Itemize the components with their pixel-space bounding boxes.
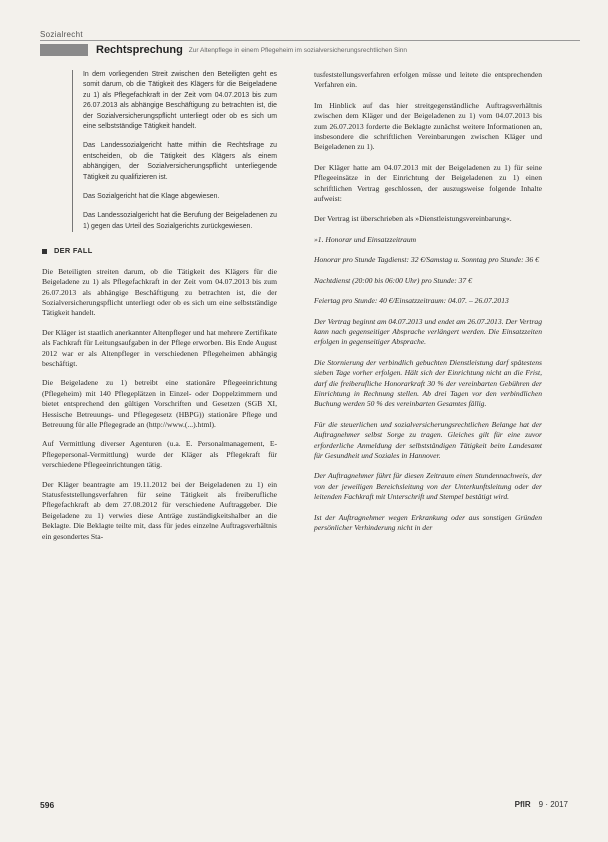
body-paragraph: Auf Vermittlung diverser Agenturen (u.a. E. Personalmanagement, E-Pflegepersonal-Vermittlung) wurde der Kläger als Pflegekraft für verschiedene Pflegeeinrichtungen tätig. [42,439,277,470]
running-header [40,43,580,57]
section-heading [42,246,277,256]
summary-paragraph: In dem vorliegenden Streit zwischen den Beteiligten geht es somit darum, ob die Tätigkeit des Klägers für die Beigeladene zu 1) als Pflegefachkraft in der Zeit vom 04.07.2013 bis zum 26.07.2013 als abhängige Beschäftigung zu betrachten ist, die der Sozialversicherungspflicht unterliegt oder ob es sich um eine selbstständige Tätigkeit handelt. [83,71,277,131]
body-paragraph: Der Kläger hatte am 04.07.2013 mit der Beigeladenen zu 1) für seine Pflegeeinsätze in der Einrichtung der Beigeladenen zu 1) einen schriftlichen Vertrag geschlossen, der auszugsweise folgende Inhalte aufweist: [314,162,542,204]
contract-quote: Honorar pro Stunde Tagdienst: 32 €/Samstag u. Sonntag pro Stunde: 36 € [314,255,539,265]
body-paragraph: Der Kläger ist staatlich anerkannter Altenpfleger und hat mehrere Zertifikate als Fachkraft für Leitungsaufgaben in der Pflege erworben. Bis Ende August 2012 war er als Altenpfleger in verschiedenen Pflegeheimen abhängig beschäftigt. [42,327,277,368]
left-column [42,70,277,551]
page-number: 596 [40,800,55,810]
contract-quote: Der Auftragnehmer führt für diesen Zeitraum einen Stundennachweis, der von der jeweiligen Bereichsleitung von der Unterkunftsleitung oder der leitenden Fachkraft mit Unterschrift und Stempel bestätigt wird. [314,471,542,502]
contract-quote: Nachtdienst (20:00 bis 06:00 Uhr) pro Stunde: 37 € [314,275,472,285]
body-paragraph: tusfeststellungsverfahren erfolgen müsse und leitete die entsprechenden Verfahren ein. [314,70,542,90]
contract-quote: Der Vertrag beginnt am 04.07.2013 und endet am 26.07.2013. Der Vertrag kann nach gegenseitiger Absprache verlängert werden. Die Einsatzzeiten erfolgen in gegenseitiger Absprache. [314,316,542,347]
header-rule [40,40,580,41]
summary-paragraph: Das Landessozialgericht hat die Berufung der Beigeladenen zu 1) gegen das Urteil des Sozialgerichts zurückgewiesen. [83,212,277,230]
header-color-block [40,44,88,56]
section-heading-text: DER FALL [54,246,93,256]
contract-quote: Ist der Auftragnehmer wegen Erkrankung oder aus sonstigen Gründen persönlicher Verhinderung nicht in der [314,512,542,532]
contract-quote: Die Stornierung der verbindlich gebuchten Dienstleistung darf spätestens sieben Tage vorher erfolgen. Hält sich der Einrichtung nicht an die Frist, darf die freiberufliche Honorarkraft 30 % der vereinbarten Gebühren der Einrichtung in Rechnung stellen. Ab drei Tagen vor den verbindlichen Buchung werden 50 % des vereinbarten Gesamtes fällig. [314,357,542,409]
right-column [314,70,542,543]
contract-quote: Für die steuerlichen und sozialversicherungsrechtlichen Belange hat der Auftragnehmer selbst Sorge zu tragen. Gleiches gilt für eine zuvor erforderliche Anmeldung der selbstständigen Tätigkeit beim Landesamt für Gesundheit und Soziales in Hannover. [314,419,542,460]
body-paragraph: Im Hinblick auf das hier streitgegenständliche Auftragsverhältnis zwischen dem Kläger und der Beigeladenen zu 1) vom 04.07.2013 bis zum 26.07.2013 forderte die Beklagte zunächst weitere Informationen an, insbesondere die schriftlichen Vereinbarungen zwischen Kläger und Beigeladenen zu 1). [314,100,542,152]
body-paragraph: Die Beteiligten streiten darum, ob die Tätigkeit des Klägers für die Beigeladene zu 1) als Pflegefachkraft in der Zeit vom 04.07.2013 bis zum 26.07.2013 als abhängige Beschäftigung zu betrachten ist, die der Sozialversicherungspflicht unterliegt oder ob es sich um eine selbstständige Tätigkeit handelt. [42,266,277,318]
summary-paragraph: Das Landessozialgericht hatte mithin die Rechtsfrage zu entscheiden, ob die Tätigkeit des Klägers als einem abhängigen, der Sozialversicherungspflicht unterliegende Tätigkeit zu qualifizieren ist. [83,142,277,181]
contract-quote: Feiertag pro Stunde: 40 €/Einsatzzeitraum: 04.07. – 26.07.2013 [314,296,509,306]
body-paragraph: Die Beigeladene zu 1) betreibt eine stationäre Pflegeeinrichtung (Pflegeheim) mit 140 Pflegeplätzen in Einzel- oder Doppelzimmern und bietet entsprechend den gültigen Vorschriften und Gesetzen (SGB XI, Hessische Betreuungs- und Pflegegesetz (HBPG)) stationäre Pflege und Betreuung für alle Pflegegrade an (http://www.(...).html). [42,378,277,429]
heading-square-icon [42,249,47,254]
contract-quote: »1. Honorar und Einsatzzeitraum [314,234,417,244]
header-title: Rechtsprechung [96,44,183,56]
journal-issue: 9 · 2017 [538,800,568,809]
header-subtitle: Zur Altenpflege in einem Pflegeheim im sozialversicherungsrechtlichen Sinn [188,46,408,54]
summary-box [72,70,277,232]
body-paragraph: Der Kläger beantragte am 19.11.2012 bei der Beigeladenen zu 1) ein Statusfeststellungsverfahren für seine Tätigkeit als freiberufliche Pflegefachkraft ab dem 27.08.2012 für verschiedene Auftraggeber. Die Beigeladene zu 1) verwies diese Anträge zuständigkeitshalber an die Beklagte. Die Beklagte teilte mit, dass für jedes einzelne Auftragsverhältnis ein gesondertes Sta- [42,479,277,541]
summary-paragraph: Das Sozialgericht hat die Klage abgewiesen. [83,193,220,201]
body-paragraph: Der Vertrag ist überschrieben als »Dienstleistungsvereinbarung«. [314,214,512,224]
journal-info [515,800,568,809]
journal-name: PflR [514,800,531,809]
section-label: Sozialrecht [40,30,83,39]
